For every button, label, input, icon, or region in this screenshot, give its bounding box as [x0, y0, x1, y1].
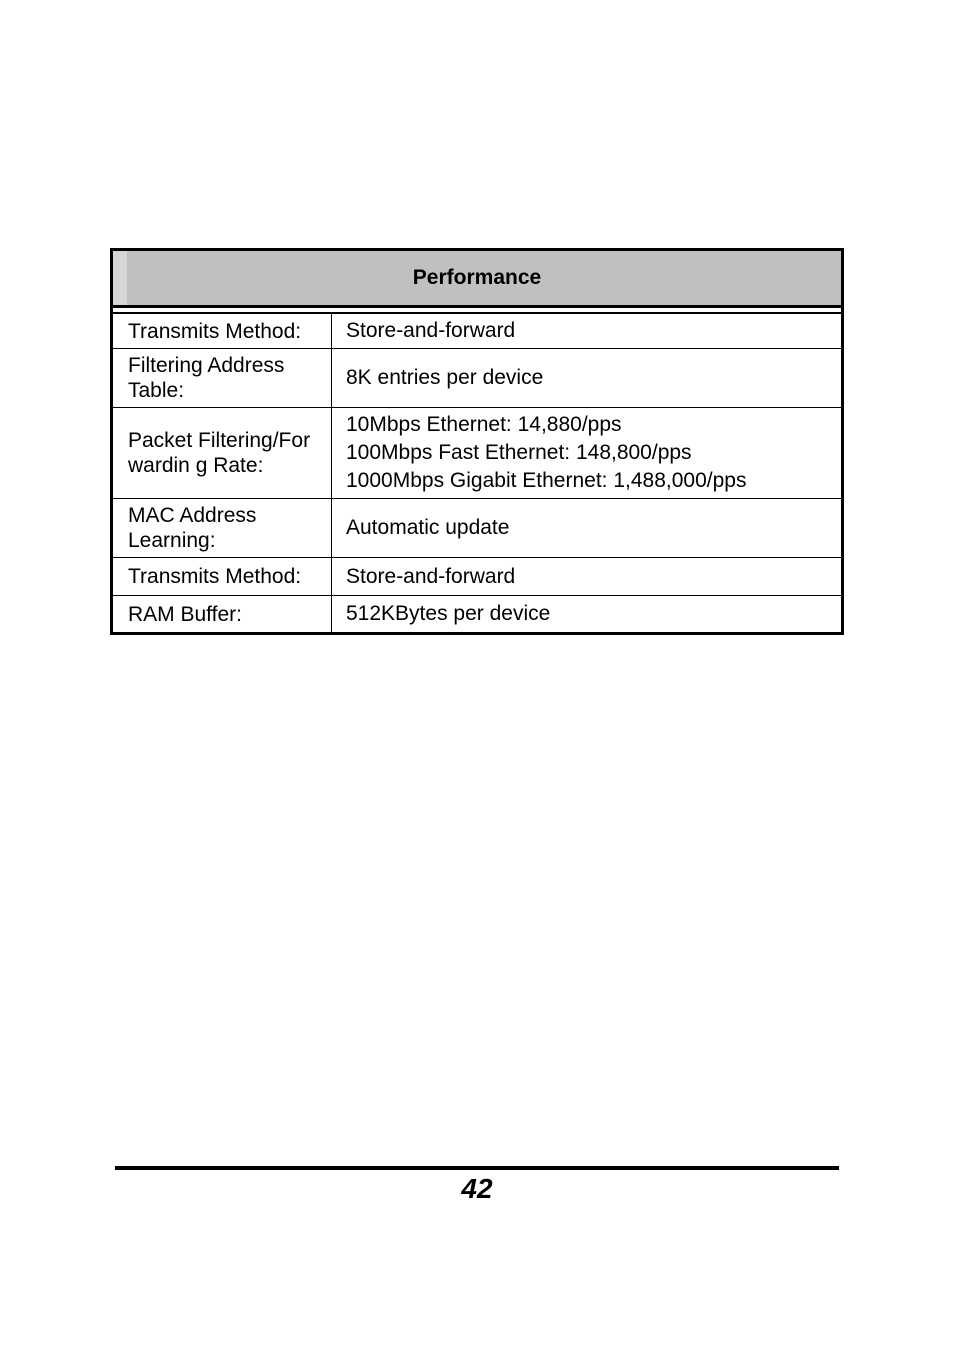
row-value: [332, 558, 841, 595]
value-line: 512KBytes per device: [346, 602, 551, 625]
table-row: [113, 595, 841, 632]
value-line: Store-and-forward: [346, 564, 516, 588]
table-row: [113, 498, 841, 557]
row-label: MAC Address Learning:: [113, 499, 332, 557]
header-double-rule: [113, 305, 841, 314]
row-value: [332, 499, 841, 557]
footer-divider: [115, 1166, 839, 1170]
row-label: Filtering Address Table:: [113, 349, 332, 407]
row-label: Transmits Method:: [113, 558, 332, 595]
row-value: [332, 596, 841, 632]
row-label: Packet Filtering/Forwardin g Rate:: [113, 408, 332, 498]
row-label: Transmits Method:: [113, 314, 332, 348]
value-line: 10Mbps Ethernet: 14,880/pps: [346, 413, 622, 436]
table-row: [113, 407, 841, 498]
performance-spec-table: [110, 248, 844, 635]
value-line: 1000Mbps Gigabit Ethernet: 1,488,000/pps: [346, 469, 747, 492]
page-number: 42: [461, 1173, 493, 1204]
row-value: [332, 349, 841, 407]
table-row: [113, 348, 841, 407]
table-row: [113, 314, 841, 348]
row-value: [332, 314, 841, 348]
row-value: [332, 408, 841, 498]
value-line: Automatic update: [346, 516, 510, 539]
value-line: Store-and-forward: [346, 319, 516, 342]
value-line: 100Mbps Fast Ethernet: 148,800/pps: [346, 441, 692, 464]
row-label: RAM Buffer:: [113, 596, 332, 632]
table-title: Performance: [113, 251, 841, 305]
table-row: [113, 557, 841, 595]
value-line: 8K entries per device: [346, 366, 544, 389]
